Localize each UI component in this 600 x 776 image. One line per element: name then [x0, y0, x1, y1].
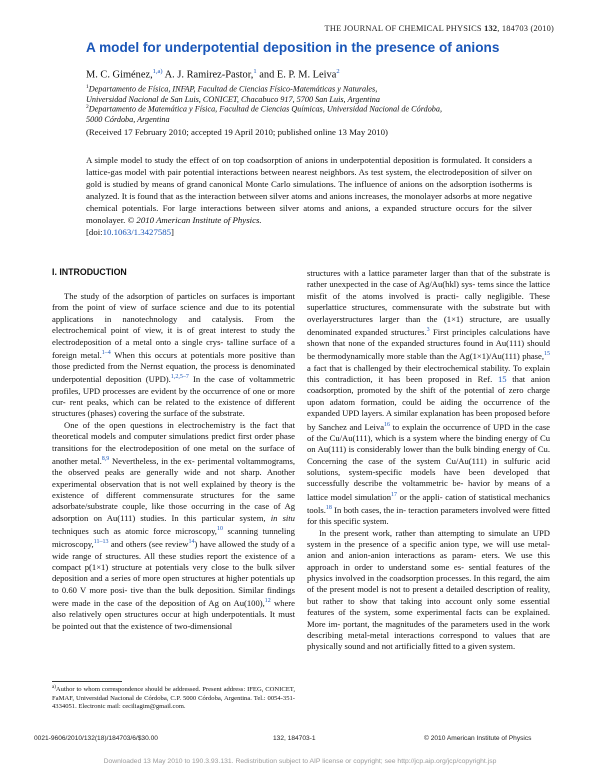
journal-volume: 132: [484, 24, 498, 33]
article-title: A model for underpotential deposition in the presence of anions: [86, 40, 500, 55]
affiliation-1: $^1$Departamento de Física, INFAP, Facultad de Ciencias Físico-Matemáticas y Naturales, Universidad Nacional de San Luis, CONICET, Chacabuco 917, 5700 San Luis, Argentina: [86, 84, 380, 104]
author-3: and E. P. M. Leiva: [259, 69, 337, 81]
citation[interactable]: 8,9: [101, 455, 110, 462]
footnote-divider: [52, 681, 122, 682]
left-column: [52, 291, 295, 632]
abstract-text: A simple model to study the effect of on top coadsorption of anions in underpotential deposition is formulated. It considers a lattice-gas model with pair potential interactions between nearest neighbors. As test system, the electrodeposition of silver on gold is studied by means of grand canonical Monte Carlo simulations. The influence of anions on the adsorption isotherms is analyzed. It is found that as the interaction between silver atoms and anions increases, the monolayer adsorbs at more negative chemical potentials. For large interactions between silver atoms and anions, a expanded structure occurs for the silver monolayer.: [86, 155, 532, 225]
citation[interactable]: 3: [426, 326, 430, 333]
citation[interactable]: 15: [543, 351, 550, 358]
footnote: $^{a)}$Author to whom correspondence should be addressed. Present address: IFEG, CONICET, FaMAF, Universidad Nacional de Córdoba, C.P. 5000 Córdoba, Argentina. Tel.: 0054-351-4334051. Electronic mail: ceciliagim@gmail.com.: [52, 685, 295, 710]
author-2: A. J. Ramirez-Pastor,: [164, 69, 254, 81]
doi-link[interactable]: 10.1063/1.3427585: [102, 227, 172, 237]
author-2-affil[interactable]: 1: [253, 68, 257, 75]
author-list: [86, 68, 340, 80]
citation[interactable]: 16: [384, 421, 391, 428]
download-notice[interactable]: Downloaded 13 May 2010 to 190.3.93.131. Redistribution subject to AIP license or copyright; see http://jcp.aip.org/jcp/copyright.jsp: [103, 758, 497, 765]
reference-link[interactable]: 15: [497, 374, 507, 385]
intro-paragraph-1: The study of the adsorption of particles on surfaces is important from the point of view of surface science and due to its potential applications in nanotechnology and catalysis. From the electrochemical point of view, it is of great interest to study the electrodeposition of a metal onto a single crys- talline surface of a foreign metal.$^{1-4}$ When this occurs at potentials more positive than those predicted from the Nernst equation, the process is denominated underpotential deposition (UPD).$^{1,2,5-7}$ In the case of voltammetric profiles, UPD processes are evident by the occurrence of one or more cur- rent peaks, which can be related to the existence of different structures (phases) covering the surface of the substrate.: [52, 291, 296, 419]
author-1-affil[interactable]: 1,a): [152, 68, 163, 75]
footer-copyright: © 2010 American Institute of Physics: [424, 735, 532, 742]
citation[interactable]: 14: [188, 539, 195, 546]
footer-issn: 0021-9606/2010/132(18)/184703/6/$30.00: [34, 735, 158, 742]
citation[interactable]: 11–13: [93, 539, 109, 546]
section-heading: I. INTRODUCTION: [52, 267, 127, 277]
journal-article: 184703 (2010): [501, 24, 554, 33]
received-dates: (Received 17 February 2010; accepted 19 April 2010; published online 13 May 2010): [86, 127, 388, 137]
intro-paragraph-3: structures with a lattice parameter larger than that of the substrate is rather unexpected in the case of Ag/Au(hkl) sys- tems since the lattice misfit of the atoms involved is practi- cally negligible. These superlattice structures, commensurate with the substrate but with overlayerstructures larger than the (1×1) structure, are usually denominated expanded structures.$^3$ First principles calculations have shown that none of the expanded structures found in Au(111) should be thermodynamically more stable than the Ag(1×1)/Au(111) phase,$^{15}$ a fact that is challenged by their electrochemical stability. To explain this contradiction, it has been proposed in Ref. 15 that anion coadsorption, promoted by the shift of the potential of zero charge upon adatom formation, could be aiding the occurrence of the expanded UPD layers. A similar explanation has been proposed before by Sanchez and Leiva$^{16}$ to explain the occurrence of UPD in the case of the Cu/Au(111), which is a system where the binding energy of Cu on Au(111) is considerably lower than the bulk binding energy of Cu. Concerning the case of the system Cu/Au(111) in sulfuric acid solutions, system-specific models have been developed that successfully describe the voltammetric be- havior by means of a lattice model simulation$^{17}$ or the appli- cation of statistical mechanics tools.$^{18}$ In both cases, the in- teraction parameters involved were fitted for this specific system.: [307, 268, 551, 527]
footer-page: 132, 184703-1: [273, 735, 316, 742]
citation[interactable]: 17: [391, 491, 398, 498]
journal-name: THE JOURNAL OF CHEMICAL PHYSICS: [324, 24, 482, 33]
right-column: [307, 268, 550, 653]
abstract-copyright: © 2010 American Institute of Physics.: [127, 215, 262, 225]
citation[interactable]: 18: [325, 504, 332, 511]
author-3-affil[interactable]: 2: [336, 68, 340, 75]
author-1: M. C. Giménez,: [86, 69, 153, 81]
abstract: A simple model to study the effect of on top coadsorption of anions in underpotential deposition is formulated. It considers a lattice-gas model with pair potential interactions between nearest neighbors. As test system, the electrodeposition of silver on gold is studied by means of grand canonical Monte Carlo simulations. The influence of anions on the adsorption isotherms is analyzed. It is found that as the interaction between silver atoms and anions increases, the monolayer adsorbs at more negative chemical potentials. For large interactions between silver atoms and anions, a expanded structure occurs for the silver monolayer. © 2010 American Institute of Physics. [doi:10.1063/1.3427585]: [86, 155, 532, 237]
citation[interactable]: 10: [216, 526, 223, 533]
citation[interactable]: 1,2,5–7: [170, 374, 189, 381]
citation[interactable]: 1–4: [101, 349, 111, 356]
affiliation-2: $^2$Departamento de Matemática y Física, Facultad de Ciencias Químicas, Universidad Nacional de Córdoba, 5000 Córdoba, Argentina: [86, 104, 443, 124]
intro-paragraph-2: One of the open questions in electrochemistry is the fact that theoretical models and computer simulations predict first order phase transitions for the electrodeposition of one metal on the surface of another metal.$^{8,9}$ Nevertheless, in the ex- perimental voltammograms, the observed peaks are generally wide and not sharp. Another experimental observation that is not well explained by theory is the existence of different commensurate structures for the same adsorbate/substrate couple, like those occurring in the case of Ag adsorption on Au(111) studies. In this particular system, in situ techniques such as atomic force microscopy,$^{10}$ scanning tunneling microscopy,$^{11-13}$ and others (see review$^{14}$) have allowed the study of a wide range of structures. All these studies report the existence of a compact p(1×1) structure at potentials very close to the bulk silver deposition and a series of more open structures at higher potentials up to 0.60 V more posi- tive than the bulk deposition. Similar findings were made in the case of the deposition of Ag on Au(100),$^{12}$ where also relatively open structures occur at high underpotentials. It must be pointed out that the existence of two-dimensional: [52, 419, 296, 631]
citation[interactable]: 12: [264, 598, 271, 605]
journal-header: THE JOURNAL OF CHEMICAL PHYSICS 132, 184703 (2010): [324, 24, 554, 33]
intro-paragraph-4: In the present work, rather than attempting to simulate an UPD system in the presence of a specific anion type, we will use metal-anion and anion-anion interactions as param- eters. We use this approach in order to understand some es- sential features of the physics involved in the coadsorption processes. In this regard, the aim of the present model is not to present a detailed description of reality, but rather to show that taking into account only some essential features of the system, some experimental facts can be explained. More im- portant, the magnitudes of the parameters used in the work describing metal-metal interactions correspond to values that are physically sound and not artificially fitted to a given system.: [307, 527, 550, 652]
